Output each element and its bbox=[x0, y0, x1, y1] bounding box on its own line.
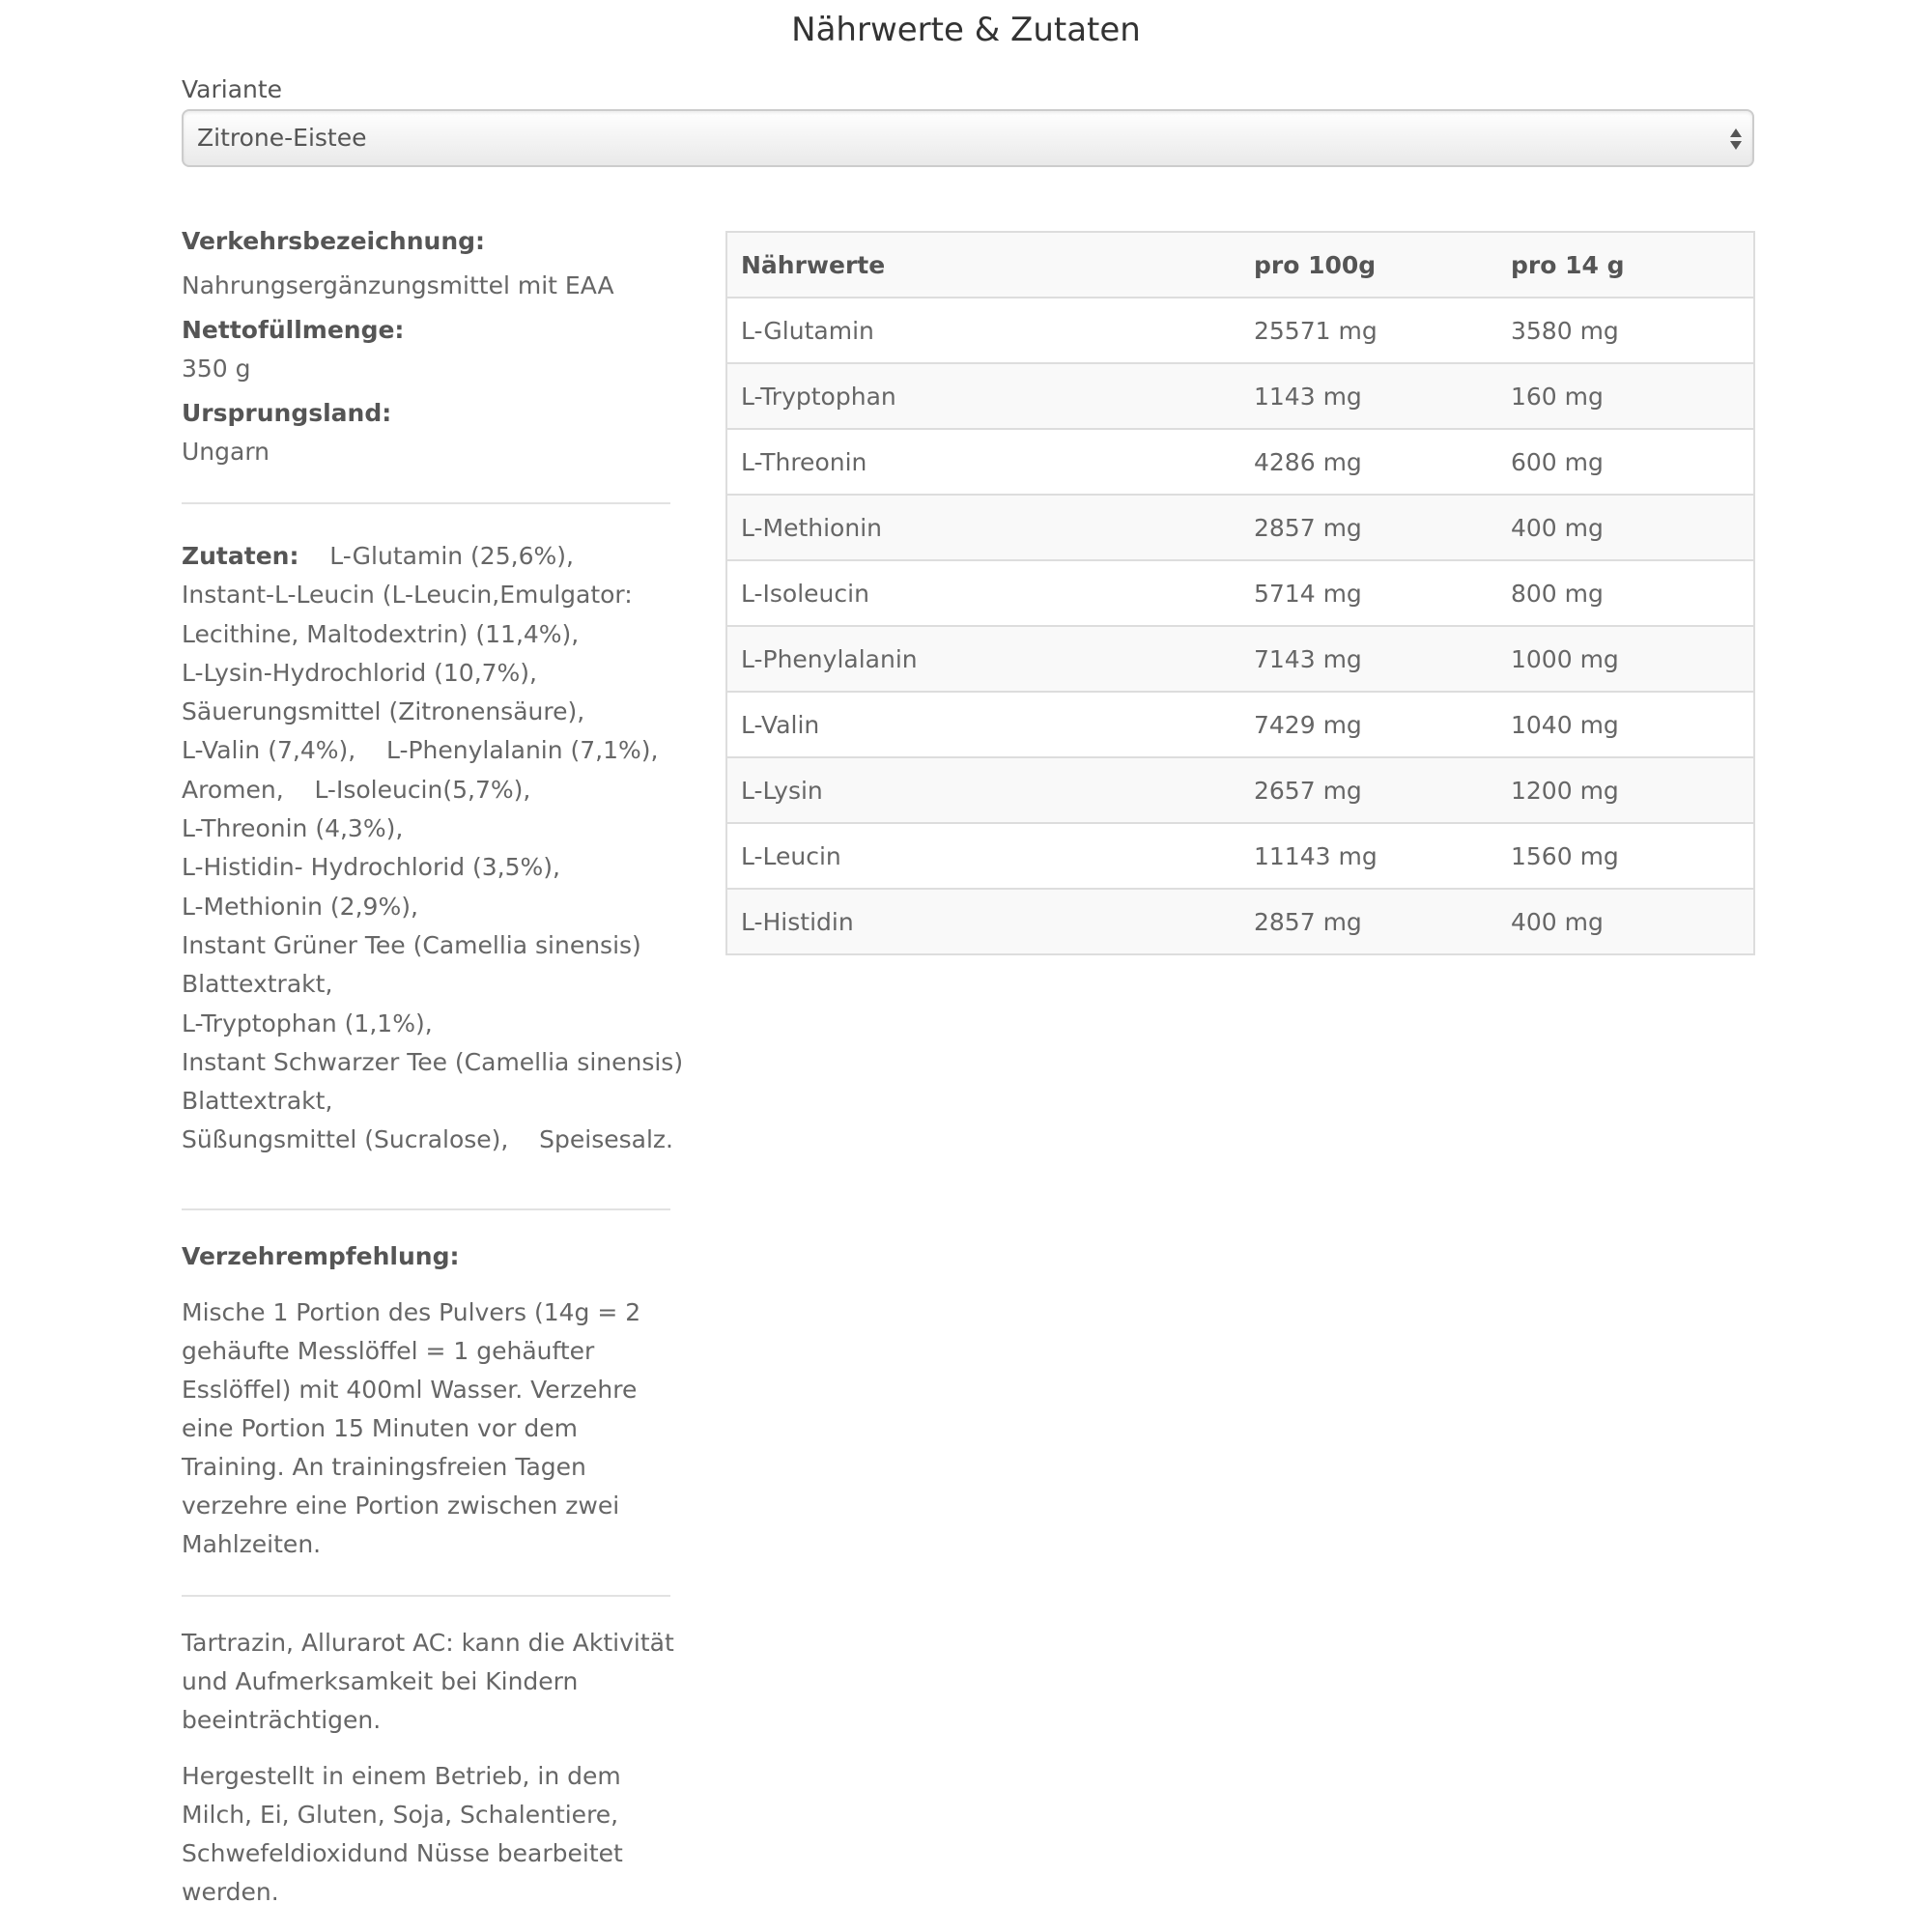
per-100g-cell: 25571 mg bbox=[1240, 298, 1497, 363]
table-header-row bbox=[726, 232, 1754, 298]
ingredient-line: Lecithine, Maltodextrin) (11,4%), bbox=[182, 619, 580, 648]
per-100g-cell: 4286 mg bbox=[1240, 429, 1497, 495]
ingredient-line: Süßungsmittel (Sucralose), Speisesalz. bbox=[182, 1125, 673, 1154]
table-row bbox=[726, 560, 1754, 626]
per-portion-cell: 160 mg bbox=[1497, 363, 1754, 429]
ingredient-line: Aromen, L-Isoleucin(5,7%), bbox=[182, 775, 531, 804]
net-quantity-value: 350 g bbox=[182, 355, 251, 383]
per-portion-cell: 1560 mg bbox=[1497, 823, 1754, 889]
per-portion-cell: 1200 mg bbox=[1497, 757, 1754, 823]
allergen-note: Hergestellt in einem Betrieb, in dem Milch, Ei, Gluten, Soja, Schalentiere, Schwefeldioxidund Nüsse bearbeitet werden. bbox=[182, 1761, 623, 1906]
ingredient-line: L-Threonin (4,3%), bbox=[182, 814, 404, 843]
per-portion-cell: 400 mg bbox=[1497, 495, 1754, 560]
table-row bbox=[726, 298, 1754, 363]
per-100g-cell: 11143 mg bbox=[1240, 823, 1497, 889]
per-portion-cell: 600 mg bbox=[1497, 429, 1754, 495]
per-100g-cell: 2657 mg bbox=[1240, 757, 1497, 823]
trade-name-value: Nahrungsergänzungsmittel mit EAA bbox=[182, 271, 614, 299]
per-portion-cell: 400 mg bbox=[1497, 889, 1754, 954]
column-header: Nährwerte bbox=[726, 232, 1240, 298]
ingredient-line: L-Histidin- Hydrochlorid (3,5%), bbox=[182, 853, 560, 882]
nutrient-name-cell: L-Phenylalanin bbox=[726, 626, 1240, 692]
recommendation-text: Mische 1 Portion des Pulvers (14g = 2 gehäufte Messlöffel = 1 gehäufter Esslöffel) mit 400ml Wasser. Verzehre eine Portion 15 Minuten vor dem Training. An trainingsfreien Tagen verzehre eine Portion zwischen zwei Mahlzeiten. bbox=[182, 1297, 641, 1558]
per-100g-cell: 7143 mg bbox=[1240, 626, 1497, 692]
ingredient-line: L-Lysin-Hydrochlorid (10,7%), bbox=[182, 658, 538, 687]
product-info-column bbox=[182, 222, 684, 1912]
nutrient-name-cell: L-Threonin bbox=[726, 429, 1240, 495]
table-row bbox=[726, 429, 1754, 495]
select-arrows-icon bbox=[1729, 127, 1743, 152]
nutrient-name-cell: L-Histidin bbox=[726, 889, 1240, 954]
nutrient-name-cell: L-Tryptophan bbox=[726, 363, 1240, 429]
nutrient-name-cell: L-Glutamin bbox=[726, 298, 1240, 363]
colorant-warning: Tartrazin, Allurarot AC: kann die Aktivität und Aufmerksamkeit bei Kindern beeinträchtigen. bbox=[182, 1628, 674, 1734]
table-row bbox=[726, 692, 1754, 757]
per-portion-cell: 800 mg bbox=[1497, 560, 1754, 626]
variant-selected-value: Zitrone-Eistee bbox=[197, 124, 367, 152]
column-header: pro 14 g bbox=[1497, 232, 1754, 298]
per-portion-cell: 1000 mg bbox=[1497, 626, 1754, 692]
origin-value: Ungarn bbox=[182, 438, 270, 466]
per-100g-cell: 2857 mg bbox=[1240, 495, 1497, 560]
origin-label: Ursprungsland: bbox=[182, 399, 392, 427]
per-100g-cell: 5714 mg bbox=[1240, 560, 1497, 626]
ingredient-line: Instant Schwarzer Tee (Camellia sinensis) bbox=[182, 1047, 684, 1076]
nutrition-table bbox=[725, 231, 1755, 955]
recommendation-label: Verzehrempfehlung: bbox=[182, 1241, 460, 1270]
ingredient-line: Blattextrakt, bbox=[182, 970, 333, 999]
nutrient-name-cell: L-Methionin bbox=[726, 495, 1240, 560]
ingredient-line: Säuerungsmittel (Zitronensäure), bbox=[182, 697, 585, 726]
per-100g-cell: 7429 mg bbox=[1240, 692, 1497, 757]
ingredients-label: Zutaten: bbox=[182, 542, 299, 570]
table-row bbox=[726, 757, 1754, 823]
nutrient-name-cell: L-Lysin bbox=[726, 757, 1240, 823]
per-portion-cell: 3580 mg bbox=[1497, 298, 1754, 363]
per-portion-cell: 1040 mg bbox=[1497, 692, 1754, 757]
variant-select[interactable] bbox=[182, 109, 1754, 167]
column-header: pro 100g bbox=[1240, 232, 1497, 298]
trade-name-label: Verkehrsbezeichnung: bbox=[182, 227, 486, 255]
table-row bbox=[726, 889, 1754, 954]
table-row bbox=[726, 363, 1754, 429]
net-quantity-label: Nettofüllmenge: bbox=[182, 316, 405, 344]
per-100g-cell: 2857 mg bbox=[1240, 889, 1497, 954]
page-title: Nährwerte & Zutaten bbox=[791, 11, 1141, 49]
ingredients-first-item: L-Glutamin (25,6%), bbox=[329, 542, 574, 570]
nutrient-name-cell: L-Valin bbox=[726, 692, 1240, 757]
ingredients-block bbox=[182, 537, 684, 1160]
per-100g-cell: 1143 mg bbox=[1240, 363, 1497, 429]
table-row bbox=[726, 495, 1754, 560]
ingredient-line: L-Tryptophan (1,1%), bbox=[182, 1009, 433, 1037]
ingredient-line: Instant-L-Leucin (L-Leucin,Emulgator: bbox=[182, 581, 633, 610]
ingredients-first-line bbox=[182, 537, 674, 576]
table-row bbox=[726, 823, 1754, 889]
ingredient-line: L-Methionin (2,9%), bbox=[182, 892, 418, 921]
ingredient-line: Instant Grüner Tee (Camellia sinensis) bbox=[182, 930, 641, 959]
nutrient-name-cell: L-Isoleucin bbox=[726, 560, 1240, 626]
variant-label: Variante bbox=[182, 75, 283, 103]
table-row bbox=[726, 626, 1754, 692]
ingredient-line: Blattextrakt, bbox=[182, 1087, 333, 1116]
ingredient-line: L-Valin (7,4%), L-Phenylalanin (7,1%), bbox=[182, 736, 659, 765]
nutrient-name-cell: L-Leucin bbox=[726, 823, 1240, 889]
